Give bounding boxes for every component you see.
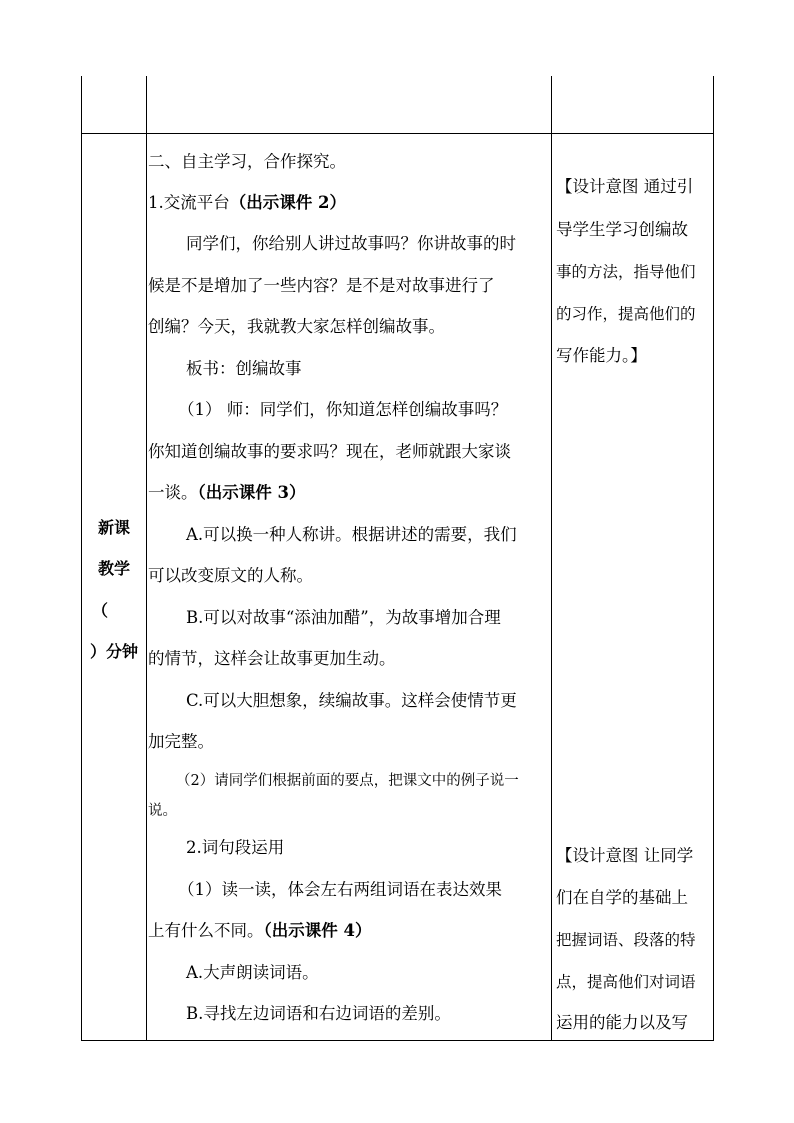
note-2-line2: 们在自学的基础上 bbox=[556, 888, 688, 907]
question-1-line1: （1） 师：同学们，你知道怎样创编故事吗？ bbox=[178, 400, 508, 419]
point-c-line1: C.可以大胆想象，续编故事。这样会使情节更 bbox=[186, 691, 517, 710]
question-1-line2: 你知道创编故事的要求吗？现在，老师就跟大家谈 bbox=[148, 442, 511, 461]
table-border-col2 bbox=[551, 76, 552, 1041]
note-2-line1: 【设计意图 让同学 bbox=[556, 846, 694, 865]
paragraph-1-line3: 创编？今天，我就教大家怎样创编故事。 bbox=[148, 317, 445, 336]
board-writing: 板书：创编故事 bbox=[186, 359, 302, 378]
note-2-line4: 点，提高他们对词语 bbox=[556, 973, 696, 991]
point-a-line2: 可以改变原文的人称。 bbox=[148, 566, 313, 585]
note-1-line2: 导学生学习创编故 bbox=[556, 220, 688, 239]
note-1-line1: 【设计意图 通过引 bbox=[556, 177, 694, 196]
question-1-line3 bbox=[148, 483, 305, 503]
reading-b: B.寻找左边词语和右边词语的差别。 bbox=[186, 1004, 451, 1023]
question-2-line2: 说。 bbox=[148, 803, 177, 819]
note-2-line5: 运用的能力以及写 bbox=[556, 1013, 688, 1032]
note-1-line3: 事的方法，指导他们 bbox=[556, 263, 696, 281]
reading-a: A.大声朗读词语。 bbox=[186, 963, 319, 982]
point-b-line1: B.可以对故事“添油加醋”，为故事增加合理 bbox=[186, 608, 501, 627]
question-1-courseware: （出示课件 3） bbox=[197, 483, 306, 502]
reading-1-line1: （1）读一读，体会左右两组词语在表达效果 bbox=[178, 880, 502, 899]
table-border-right bbox=[713, 76, 714, 1041]
question-1-line3-text: 一谈。 bbox=[148, 483, 198, 502]
section-1-title bbox=[148, 193, 346, 213]
table-border-col1 bbox=[146, 76, 147, 1041]
paragraph-1-line2: 候是不是增加了一些内容？是不是对故事进行了 bbox=[148, 276, 495, 295]
row-label-line1: 新课 bbox=[97, 518, 130, 537]
paragraph-1-line1: 同学们，你给别人讲过故事吗？你讲故事的时 bbox=[186, 234, 516, 253]
note-1-line5: 写作能力。】 bbox=[556, 346, 647, 365]
row-label-line3: （ bbox=[92, 601, 109, 620]
table-border-bottom bbox=[81, 1040, 714, 1041]
row-label-line2: 教学 bbox=[97, 559, 130, 578]
note-1-line4: 的习作，提高他们的 bbox=[556, 305, 696, 323]
section-heading: 二、自主学习，合作探究。 bbox=[148, 152, 346, 171]
section-1-title-text: 1.交流平台 bbox=[148, 193, 230, 212]
reading-1-line2 bbox=[148, 921, 371, 941]
row-label-line4: ）分钟 bbox=[89, 642, 138, 661]
reading-1-line2-text: 上有什么不同。 bbox=[148, 921, 264, 940]
reading-1-courseware: （出示课件 4） bbox=[263, 921, 372, 940]
point-c-line2: 加完整。 bbox=[148, 732, 214, 751]
section-1-courseware: （出示课件 2） bbox=[229, 193, 346, 212]
note-2-line3: 把握词语、段落的特 bbox=[556, 931, 696, 949]
point-b-line2: 的情节，这样会让故事更加生动。 bbox=[148, 649, 396, 668]
question-2-line1: （2）请同学们根据前面的要点，把课文中的例子说一 bbox=[176, 773, 519, 789]
table-row-divider bbox=[81, 133, 714, 134]
section-2-title: 2.词句段运用 bbox=[186, 838, 285, 857]
point-a-line1: A.可以换一种人称讲。根据讲述的需要，我们 bbox=[186, 525, 517, 544]
